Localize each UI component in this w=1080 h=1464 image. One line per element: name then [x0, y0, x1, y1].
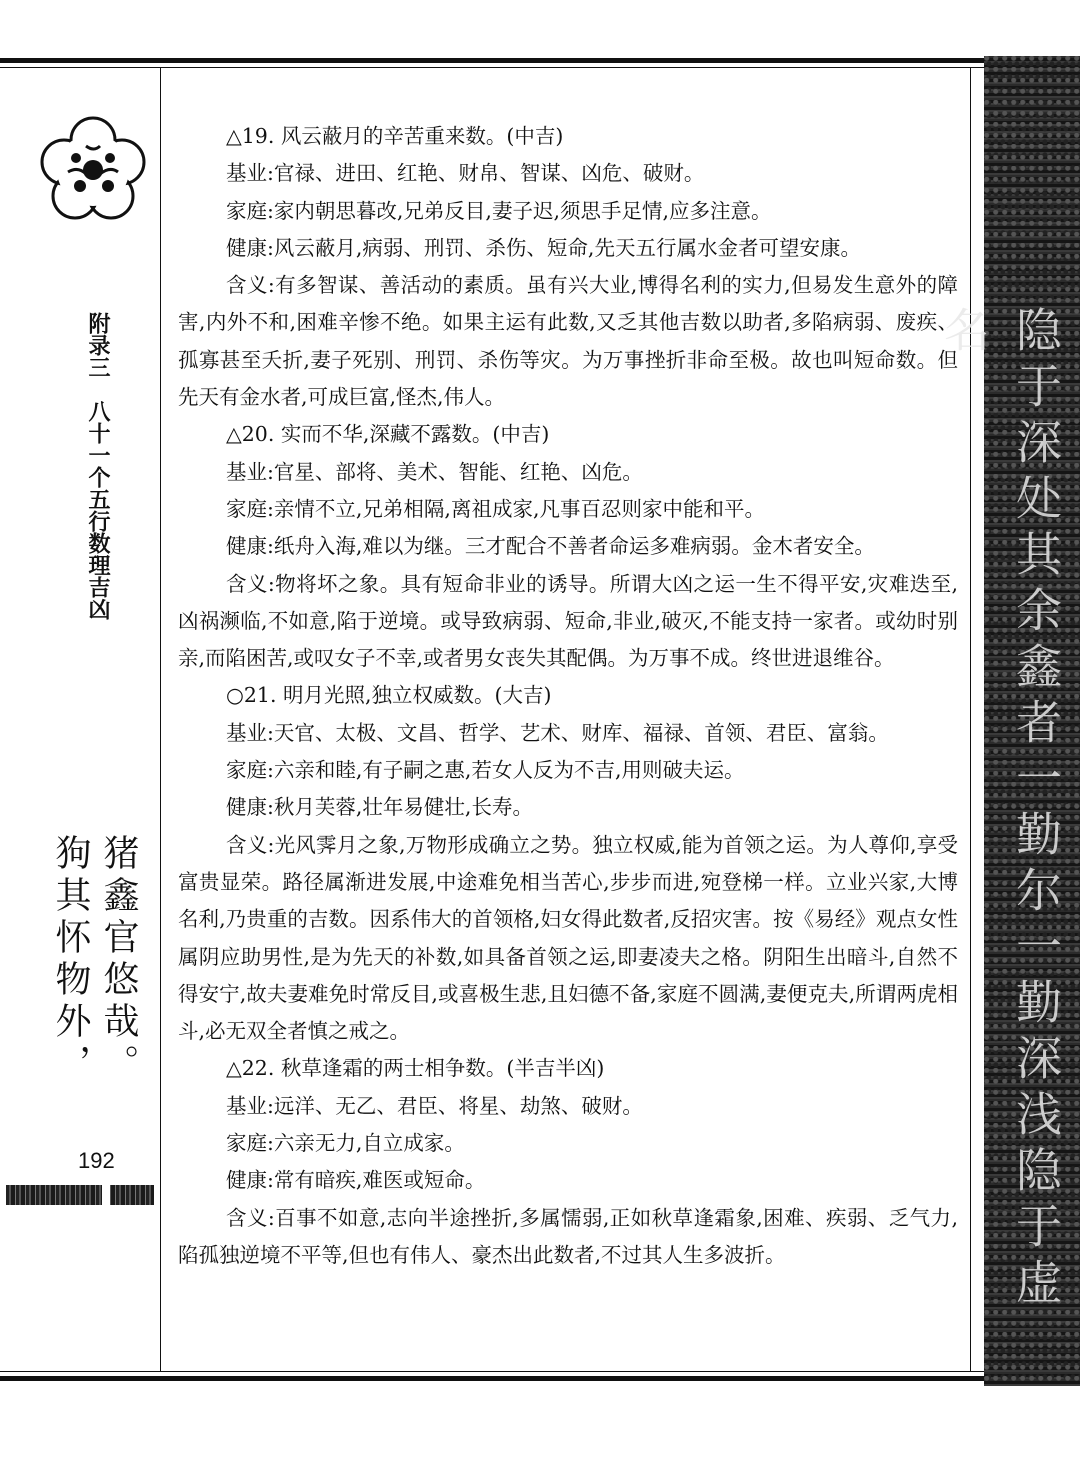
entry-22-foundation: 基业:远洋、无乙、君臣、将星、劫煞、破财。 — [226, 1093, 643, 1118]
entry-22-title: △22. 秋草逢霜的两士相争数。(半吉半凶) — [226, 1056, 605, 1081]
entry-21-health: 健康:秋月芙蓉,壮年易健壮,长寿。 — [226, 795, 533, 820]
entry-21-meaning: 含义:光风霁月之象,万物形成确立之势。独立权威,能为首领之运。为人尊仰,享受富贵显荣。路径属渐进发展,中途难免相当苦心,步步而进,宛登梯一样。立业兴家,大博名利,乃贵重的吉数。因系伟大的首领格,妇女得此数者,反招灾害。按《易经》观点女性属阴应助男性,是为先天的补数,如具备首领之运,即妻凌夫之格。阴阳生出暗斗,自然不得安宁,故夫妻难免时常反目,或喜极生悲,且妇德不备,家庭不圆满,妻便克夫,所谓两虎相斗,必无双全者慎之戒之。 — [178, 832, 958, 1044]
right-seal-strip — [937, 56, 1080, 1386]
entry-21-family: 家庭:六亲和睦,有子嗣之惠,若女人反为不吉,用则破夫运。 — [226, 758, 745, 783]
entry-22-health: 健康:常有暗疾,难医或短命。 — [226, 1168, 486, 1193]
entry-19-title: △19. 风云蔽月的辛苦重来数。(中吉) — [226, 124, 564, 148]
entry-22-meaning: 含义:百事不如意,志向半途挫折,多属懦弱,正如秋草逢霜象,困难、疾弱、乏气力,陷孤独逆境不平等,但也有伟人、豪杰出此数者,不过其人生多波折。 — [178, 1205, 958, 1267]
entry-20-foundation: 基业:官星、部将、美术、智能、红艳、凶危。 — [226, 459, 643, 484]
right-divider — [970, 68, 971, 1371]
page-number: 192 — [78, 1148, 115, 1173]
decorative-bar — [6, 1185, 154, 1205]
entry-20-title: △20. 实而不华,深藏不露数。(中吉) — [226, 422, 550, 447]
entry-19-foundation: 基业:官禄、进田、红艳、财帛、智谋、凶危、破财。 — [226, 161, 705, 186]
entry-20-meaning: 含义:物将坏之象。具有短命非业的诱导。所谓大凶之运一生不得平安,灾难迭至,凶祸濒临,不如意,陷于逆境。或导致病弱、短命,非业,破灭,不能支持一家者。或幼时别亲,而陷困苦,或叹女子不幸,或者男女丧失其配偶。为万事不成。终世进退维谷。 — [178, 571, 958, 671]
flower-emblem-icon — [38, 112, 148, 224]
entry-21-foundation: 基业:天官、太极、文昌、哲学、艺术、财库、福禄、首领、君臣、富翁。 — [226, 720, 889, 745]
entry-19-meaning: 含义:有多智谋、善活动的素质。虽有兴大业,博得名利的实力,但易发生意外的障害,内外不和,困难辛惨不绝。如果主运有此数,又乏其他吉数以助者,多陷病弱、废疾、孤寡甚至夭折,妻子死别、刑罚、杀伤等灾。为万事挫折非命至极。故也叫短命数。但先天有金水者,可成巨富,怪杰,伟人。 — [178, 273, 958, 410]
seal-script-text: 隐于深处其余鑫者一勤尔一勤深浅隐于虚名 — [937, 306, 1063, 1314]
entry-20-family: 家庭:亲情不立,兄弟相隔,离祖成家,凡事百忍则家中能和平。 — [226, 496, 765, 521]
left-sidebar — [0, 72, 162, 1372]
bottom-rule-thick — [0, 1376, 984, 1381]
main-content — [178, 118, 958, 1274]
top-rule-thin — [0, 67, 984, 68]
entry-19-health: 健康:风云蔽月,病弱、刑罚、杀伤、短命,先天五行属水金者可望安康。 — [226, 235, 861, 260]
entry-22-family: 家庭:六亲无力,自立成家。 — [226, 1131, 465, 1156]
poem-line-1: 猪鑫官悠哉。 — [98, 834, 139, 1086]
entry-19-family: 家庭:家内朝思暮改,兄弟反目,妻子迟,须思手足情,应多注意。 — [226, 198, 772, 223]
top-rule-thick — [0, 58, 984, 63]
entry-20-health: 健康:纸舟入海,难以为继。三才配合不善者命运多难病弱。金木者安全。 — [226, 534, 875, 559]
poem-line-2: 狗其怀物外， — [50, 834, 91, 1086]
entry-21-title: ○21. 明月光照,独立权威数。(大吉) — [226, 683, 552, 708]
chapter-title: 附录三 八十一个五行数理吉凶 — [85, 312, 110, 620]
